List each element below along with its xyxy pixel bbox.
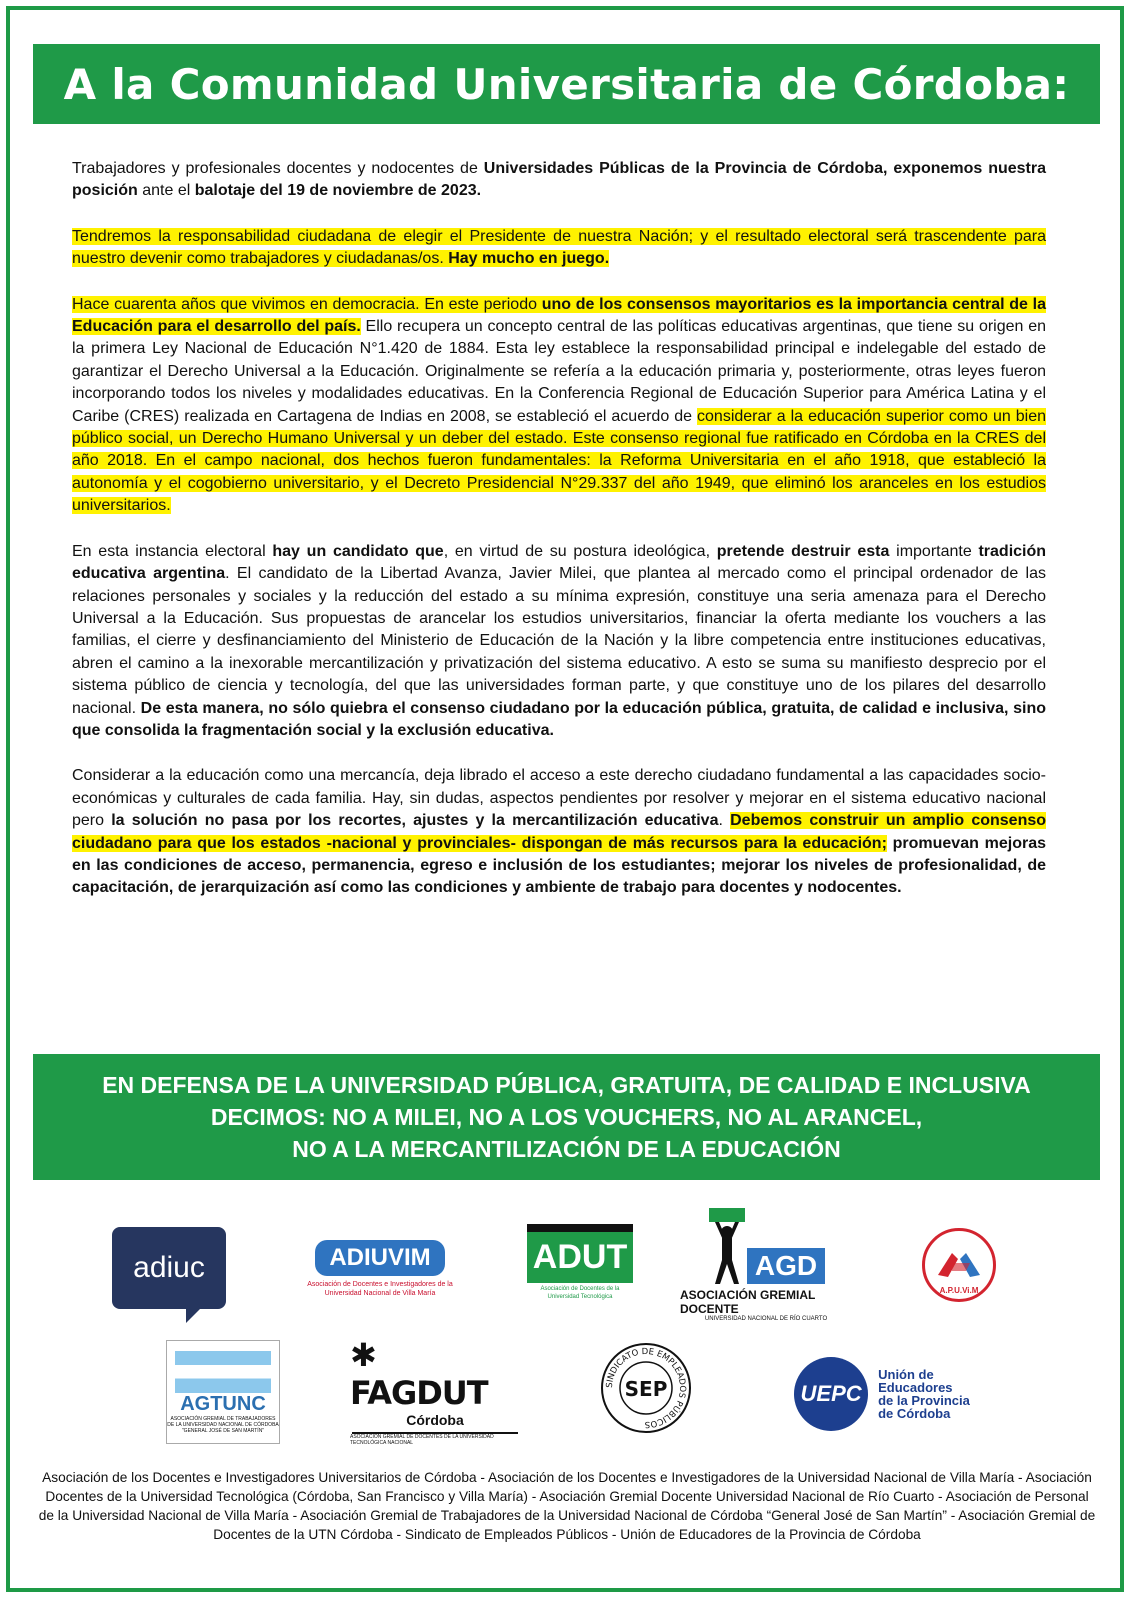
organizations-footer: Asociación de los Docentes e Investigadores Universitarios de Córdoba - Asociación de los Docentes e Investigadores de la Universidad Nacional de Villa María - Asociación Docentes de la Universidad Tecnológica (Córdoba, San Francisco y Villa María) - Asociación Gremial Docente Universidad Nacional de Río Cuarto - Asociación de Personal de la Universidad Nacional de Villa María - Asociación Gremial de Trabajadores de la Universidad Nacional de Córdoba “General José de San Martín” - Asociación Gremial de Docentes de la UTN Córdoba - Sindicato de Empleados Públicos - Unión de Educadores de la Provincia de Córdoba	[38, 1470, 1096, 1542]
paragraph-intro: Trabajadores y profesionales docentes y nodocentes de Universidades Públicas de la Provincia de Córdoba, exponemos nuestra posición ante el balotaje del 19 de noviembre de 2023.	[72, 160, 1047, 200]
sep-logo	[600, 1342, 692, 1434]
paragraph-democracy: Hace cuarenta años que vivimos en democracia. En este periodo uno de los consensos mayoritarios es la importancia central de la Educación para el desarrollo del país. Ello recupera un concepto central de las políticas educativas argentinas, que tiene su origen en la primera Ley Nacional de Educación N°1.420 de 1884. Esta ley establece la responsabilidad principal e indelegable del estado de garantizar el Derecho Universal a la Educación. Originalmente se refería a la educación primaria y, posteriormente, otras leyes fueron incorporando todos los niveles y modalidades educativas. En la Conferencia Regional de Educación Superior para América Latina y el Caribe (CRES) realizada en Cartagena de Indias en 2008, se estableció el acuerdo de considerar a la educación superior como un bien público social, un Derecho Humano Universal y un deber del estado. Este consenso regional fue ratificado en Córdoba en la CRES del año 2018. En el campo nacional, dos hechos fueron fundamentales: la Reforma Universitaria en el año 1918, que estableció la autonomía y el cogobierno universitario, y el Decreto Presidencial N°29.337 del año 1949, que eliminó los aranceles en los estudios universitarios.	[72, 295, 1047, 515]
adut-logo: ADUT Asociación de Docentes de la Universidad Tecnológica	[536, 1212, 624, 1312]
argentine-flag-icon	[175, 1351, 271, 1393]
slogan-line-3: NO A LA MERCANTILIZACIÓN DE LA EDUCACIÓN	[292, 1136, 841, 1162]
hands-icon	[934, 1245, 984, 1285]
agtunc-logo: AGTUNC ASOCIACIÓN GREMIAL DE TRABAJADORES DE LA UNIVERSIDAD NACIONAL DE CÓRDOBA "GENERAL JOSÉ DE SAN MARTÍN"	[166, 1340, 280, 1444]
person-holding-book-icon	[707, 1208, 747, 1284]
paragraph-candidate: En esta instancia electoral hay un candidato que, en virtud de su postura ideológica, pretende destruir esta importante tradición educativa argentina. El candidato de la Libertad Avanza, Javier Milei, que plantea al mercado como el principal ordenador de las relaciones personales y sociales y la reducción del estado a su mínima expresión, constituye una seria amenaza para el Derecho Universal a la Educación. Sus propuestas de arancelar los estudios universitarios, financiar la oferta mediante los vouchers a las familias, el cierre y desfinanciamiento del Ministerio de Educación de la Nación y la libre competencia entre instituciones educativas, abren el camino a la inexorable mercantilización y privatización del sistema educativo. A esto se suma su manifiesto desprecio por el sistema público de ciencia y tecnología, del que las universidades forman parte, y que constituye uno de los pilares del desarrollo nacional. De esta manera, no sólo quiebra el consenso ciudadano por la educación pública, gratuita, de calidad e inclusiva, sino que consolida la fragmentación social y la exclusión educativa.	[72, 542, 1047, 739]
page-title: A la Comunidad Universitaria de Córdoba:	[63, 59, 1070, 109]
svg-text:SINDICATO DE EMPLEADOS PÚBLICO: SINDICATO DE EMPLEADOS PÚBLICOS	[604, 1346, 688, 1430]
letter-body	[72, 158, 1046, 923]
slogan-line-1: EN DEFENSA DE LA UNIVERSIDAD PÚBLICA, GRATUITA, DE CALIDAD E INCLUSIVA	[102, 1072, 1031, 1098]
slogan-banner	[33, 1054, 1100, 1180]
svg-text:SEP: SEP	[624, 1377, 668, 1401]
paragraph-commodity: Considerar a la educación como una mercancía, deja librado el acceso a este derecho ciudadano fundamental a las capacidades socio-económicas y culturales de cada familia. Hay, sin dudas, aspectos pendientes por resolver y mejorar en el sistema educativo nacional pero la solución no pasa por los recortes, ajustes y la mercantilización educativa. Debemos construir un amplio consenso ciudadano para que los estados -nacional y provinciales- dispongan de más recursos para la educación; promuevan mejoras en las condiciones de acceso, permanencia, egreso e inclusión de los estudiantes; mejorar los niveles de profesionalidad, de capacitación, de jerarquización así como las condiciones y ambiente de trabajo para docentes y nodocentes.	[72, 767, 1047, 897]
asterisk-icon: ✱	[350, 1336, 376, 1374]
paragraph-responsibility: Tendremos la responsabilidad ciudadana de elegir el Presidente de nuestra Nación; y el resultado electoral será trascendente para nuestro devenir como trabajadores y ciudadanas/os. Hay mucho en juego.	[72, 227, 1046, 268]
slogan-line-2: DECIMOS: NO A MILEI, NO A LOS VOUCHERS, NO AL ARANCEL,	[210, 1104, 923, 1130]
title-band	[33, 44, 1100, 124]
sep-seal-icon	[600, 1342, 692, 1434]
apuvim-logo: A.P.U.Vi.M	[918, 1220, 1000, 1302]
uepc-logo: UEPC Unión de Educadores de la Provincia de Córdoba	[792, 1358, 972, 1430]
fagdut-logo: ✱ FAGDUT Córdoba ASOCIACIÓN GREMIAL DE DOCENTES DE LA UNIVERSIDAD TECNOLÓGICA NACIONAL	[350, 1352, 520, 1430]
agd-logo: AGD ASOCIACIÓN GREMIAL DOCENTE UNIVERSIDAD NACIONAL DE RÍO CUARTO	[680, 1206, 852, 1324]
adiuvim-logo: ADIUVIM Asociación de Docentes e Investigadores de la Universidad Nacional de Villa María	[305, 1232, 455, 1306]
adiuc-logo: adiuc	[112, 1227, 226, 1309]
